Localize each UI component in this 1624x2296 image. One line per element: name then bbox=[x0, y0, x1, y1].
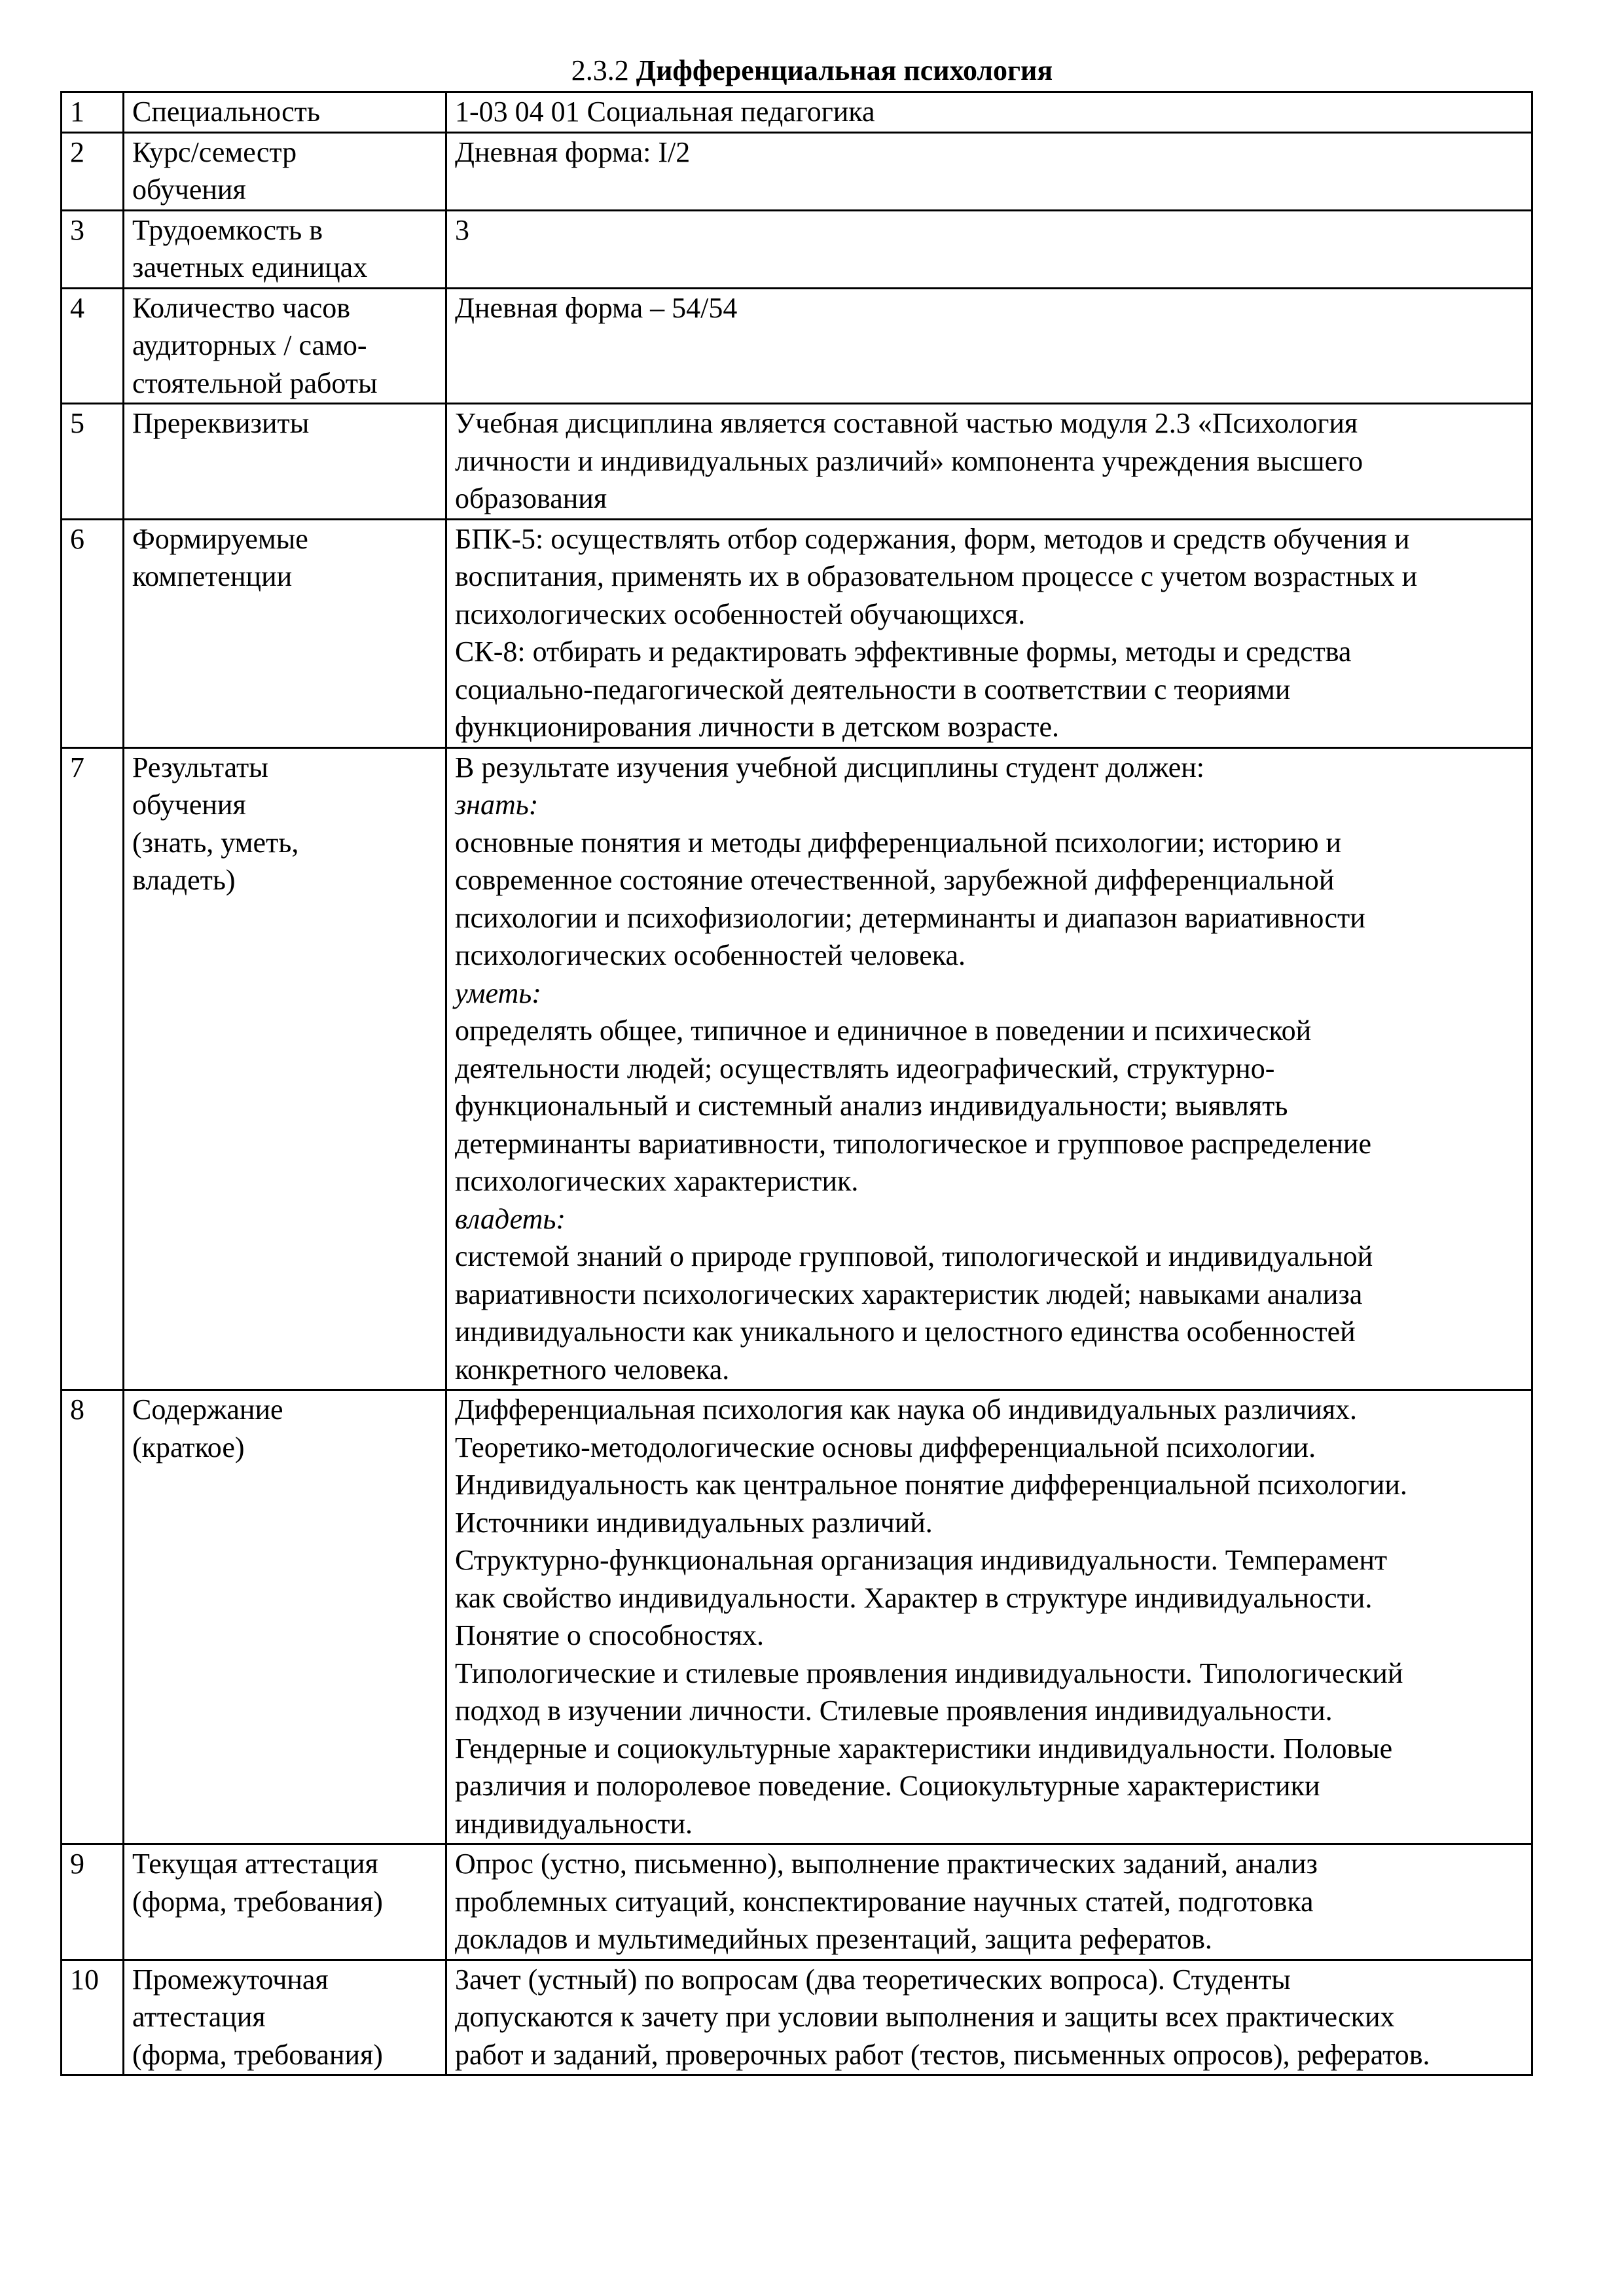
row-value-line: Теоретико-методологические основы дифференциальной психологии. bbox=[455, 1431, 1316, 1463]
row-label bbox=[124, 132, 446, 210]
row-label-line: обучения bbox=[132, 173, 246, 206]
row-value-line: Индивидуальность как центральное понятие дифференциальной психологии. bbox=[455, 1469, 1407, 1501]
row-value bbox=[446, 92, 1532, 133]
outcome-heading: уметь: bbox=[455, 977, 541, 1009]
row-label-line: (краткое) bbox=[132, 1431, 245, 1463]
row-value-line: социально-педагогической деятельности в соответствии с теориями bbox=[455, 673, 1291, 706]
row-value-line: БПК-5: осуществлять отбор содержания, форм, методов и средств обучения и bbox=[455, 522, 1410, 555]
row-label-line: (форма, требования) bbox=[132, 1885, 383, 1918]
table-row bbox=[62, 519, 1532, 747]
row-label-line: обучения bbox=[132, 789, 246, 821]
table-row bbox=[62, 132, 1532, 210]
discipline-title: Дифференциальная психология bbox=[636, 54, 1053, 86]
row-value-line: детерминанты вариативности, типологическое и групповое распределение bbox=[455, 1127, 1371, 1160]
row-value-line: работ и заданий, проверочных работ (тестов, письменных опросов), рефератов. bbox=[455, 2038, 1430, 2071]
row-label-line: Промежуточная bbox=[132, 1963, 329, 1996]
row-value-line: Дневная форма: I/2 bbox=[455, 135, 691, 168]
table-row bbox=[62, 1844, 1532, 1960]
row-value-line: определять общее, типичное и единичное в поведении и психической bbox=[455, 1014, 1312, 1047]
row-value-line: подход в изучении личности. Стилевые проявления индивидуальности. bbox=[455, 1695, 1333, 1727]
row-label bbox=[124, 92, 446, 133]
row-number: 8 bbox=[62, 1390, 124, 1844]
row-value bbox=[446, 288, 1532, 404]
row-value-line: допускаются к зачету при условии выполнения и защиты всех практических bbox=[455, 2001, 1395, 2033]
row-value-line: Учебная дисциплина является составной частью модуля 2.3 «Психология bbox=[455, 407, 1358, 439]
row-value bbox=[446, 747, 1532, 1390]
row-label-line: аудиторных / само- bbox=[132, 329, 367, 361]
row-value-line: системой знаний о природе групповой, типологической и индивидуальной bbox=[455, 1240, 1373, 1272]
row-value-line: индивидуальности как уникального и целостного единства особенностей bbox=[455, 1316, 1356, 1348]
row-value-line: Типологические и стилевые проявления индивидуальности. Типологический bbox=[455, 1657, 1403, 1689]
row-label-line: (знать, уметь, bbox=[132, 826, 299, 859]
outcome-heading: знать: bbox=[455, 789, 539, 821]
row-value-line: воспитания, применять их в образовательном процессе с учетом возрастных и bbox=[455, 560, 1418, 592]
row-value-line: Дневная форма – 54/54 bbox=[455, 291, 738, 324]
row-value-line: как свойство индивидуальности. Характер в структуре индивидуальности. bbox=[455, 1581, 1373, 1614]
row-value bbox=[446, 1390, 1532, 1844]
row-label-line: Трудоемкость в bbox=[132, 213, 323, 246]
row-label-line: компетенции bbox=[132, 560, 293, 592]
section-number: 2.3.2 bbox=[571, 54, 636, 86]
row-value-line: проблемных ситуаций, конспектирование научных статей, подготовка bbox=[455, 1885, 1314, 1918]
row-value-line: Структурно-функциональная организация индивидуальности. Темперамент bbox=[455, 1544, 1388, 1576]
row-label-line: (форма, требования) bbox=[132, 2038, 383, 2071]
row-label bbox=[124, 1390, 446, 1844]
table-row bbox=[62, 404, 1532, 520]
row-label-line: Специальность bbox=[132, 96, 320, 128]
row-value bbox=[446, 132, 1532, 210]
row-value-line: вариативности психологических характеристик людей; навыками анализа bbox=[455, 1278, 1363, 1310]
row-label-line: Содержание bbox=[132, 1393, 283, 1426]
row-value-line: психологии и психофизиологии; детерминанты и диапазон вариативности bbox=[455, 901, 1365, 934]
row-label bbox=[124, 747, 446, 1390]
row-number: 4 bbox=[62, 288, 124, 404]
row-value bbox=[446, 404, 1532, 520]
row-value-line: 3 bbox=[455, 213, 469, 246]
discipline-info-table bbox=[60, 91, 1533, 2076]
row-value-line: психологических характеристик. bbox=[455, 1165, 859, 1197]
row-value-line: основные понятия и методы дифференциальной психологии; историю и bbox=[455, 826, 1341, 859]
row-number: 1 bbox=[62, 92, 124, 133]
row-label bbox=[124, 1960, 446, 2075]
row-number: 9 bbox=[62, 1844, 124, 1960]
row-label-line: Пререквизиты bbox=[132, 407, 310, 439]
row-value-line: функциональный и системный анализ индивидуальности; выявлять bbox=[455, 1090, 1288, 1122]
table-row bbox=[62, 747, 1532, 1390]
row-value-line: Дифференциальная психология как наука об индивидуальных различиях. bbox=[455, 1393, 1358, 1426]
row-label-line: стоятельной работы bbox=[132, 367, 378, 399]
row-label-line: зачетных единицах bbox=[132, 251, 368, 283]
row-label bbox=[124, 519, 446, 747]
row-value-line: образования bbox=[455, 482, 607, 514]
row-label-line: Текущая аттестация bbox=[132, 1848, 378, 1880]
row-value-line: индивидуальности. bbox=[455, 1807, 693, 1840]
table-row bbox=[62, 210, 1532, 288]
row-number: 7 bbox=[62, 747, 124, 1390]
row-label bbox=[124, 404, 446, 520]
table-row bbox=[62, 1390, 1532, 1844]
row-label-line: Курс/семестр bbox=[132, 135, 297, 168]
row-label-line: Формируемые bbox=[132, 522, 308, 555]
row-label-line: Количество часов bbox=[132, 291, 351, 324]
row-label bbox=[124, 1844, 446, 1960]
table-row bbox=[62, 1960, 1532, 2075]
row-label-line: Результаты bbox=[132, 751, 268, 783]
row-value-line: 1-03 04 01 Социальная педагогика bbox=[455, 96, 875, 128]
table-row bbox=[62, 288, 1532, 404]
row-value-line: Опрос (устно, письменно), выполнение практических заданий, анализ bbox=[455, 1848, 1318, 1880]
row-value bbox=[446, 519, 1532, 747]
row-value-line: различия и полоролевое поведение. Социокультурные характеристики bbox=[455, 1770, 1320, 1802]
outcome-heading: владеть: bbox=[455, 1202, 566, 1235]
row-value-line: Источники индивидуальных различий. bbox=[455, 1506, 933, 1539]
table-body bbox=[62, 92, 1532, 2075]
row-value-line: докладов и мультимедийных презентаций, защита рефератов. bbox=[455, 1923, 1212, 1955]
row-value-line: Зачет (устный) по вопросам (два теоретических вопроса). Студенты bbox=[455, 1963, 1291, 1996]
table-row bbox=[62, 92, 1532, 133]
row-value-line: СК-8: отбирать и редактировать эффективные формы, методы и средства bbox=[455, 636, 1352, 668]
row-value-line: конкретного человека. bbox=[455, 1353, 730, 1386]
row-value bbox=[446, 1844, 1532, 1960]
row-value bbox=[446, 1960, 1532, 2075]
row-value bbox=[446, 210, 1532, 288]
row-label bbox=[124, 210, 446, 288]
row-number: 5 bbox=[62, 404, 124, 520]
row-number: 2 bbox=[62, 132, 124, 210]
row-value-line: личности и индивидуальных различий» компонента учреждения высшего bbox=[455, 444, 1363, 477]
row-number: 10 bbox=[62, 1960, 124, 2075]
row-number: 3 bbox=[62, 210, 124, 288]
row-value-line: деятельности людей; осуществлять идеографический, структурно- bbox=[455, 1052, 1275, 1085]
row-value-line: В результате изучения учебной дисциплины студент должен: bbox=[455, 751, 1205, 783]
row-value-line: Гендерные и социокультурные характеристики индивидуальности. Половые bbox=[455, 1732, 1393, 1765]
row-value-line: современное состояние отечественной, зарубежной дифференциальной bbox=[455, 864, 1335, 896]
row-value-line: психологических особенностей обучающихся. bbox=[455, 598, 1026, 630]
row-value-line: Понятие о способностях. bbox=[455, 1619, 765, 1651]
page-title bbox=[0, 54, 1624, 88]
row-label bbox=[124, 288, 446, 404]
row-label-line: аттестация bbox=[132, 2001, 266, 2033]
row-label-line: владеть) bbox=[132, 864, 236, 896]
row-value-line: психологических особенностей человека. bbox=[455, 939, 966, 971]
row-value-line: функционирования личности в детском возрасте. bbox=[455, 711, 1059, 743]
row-number: 6 bbox=[62, 519, 124, 747]
